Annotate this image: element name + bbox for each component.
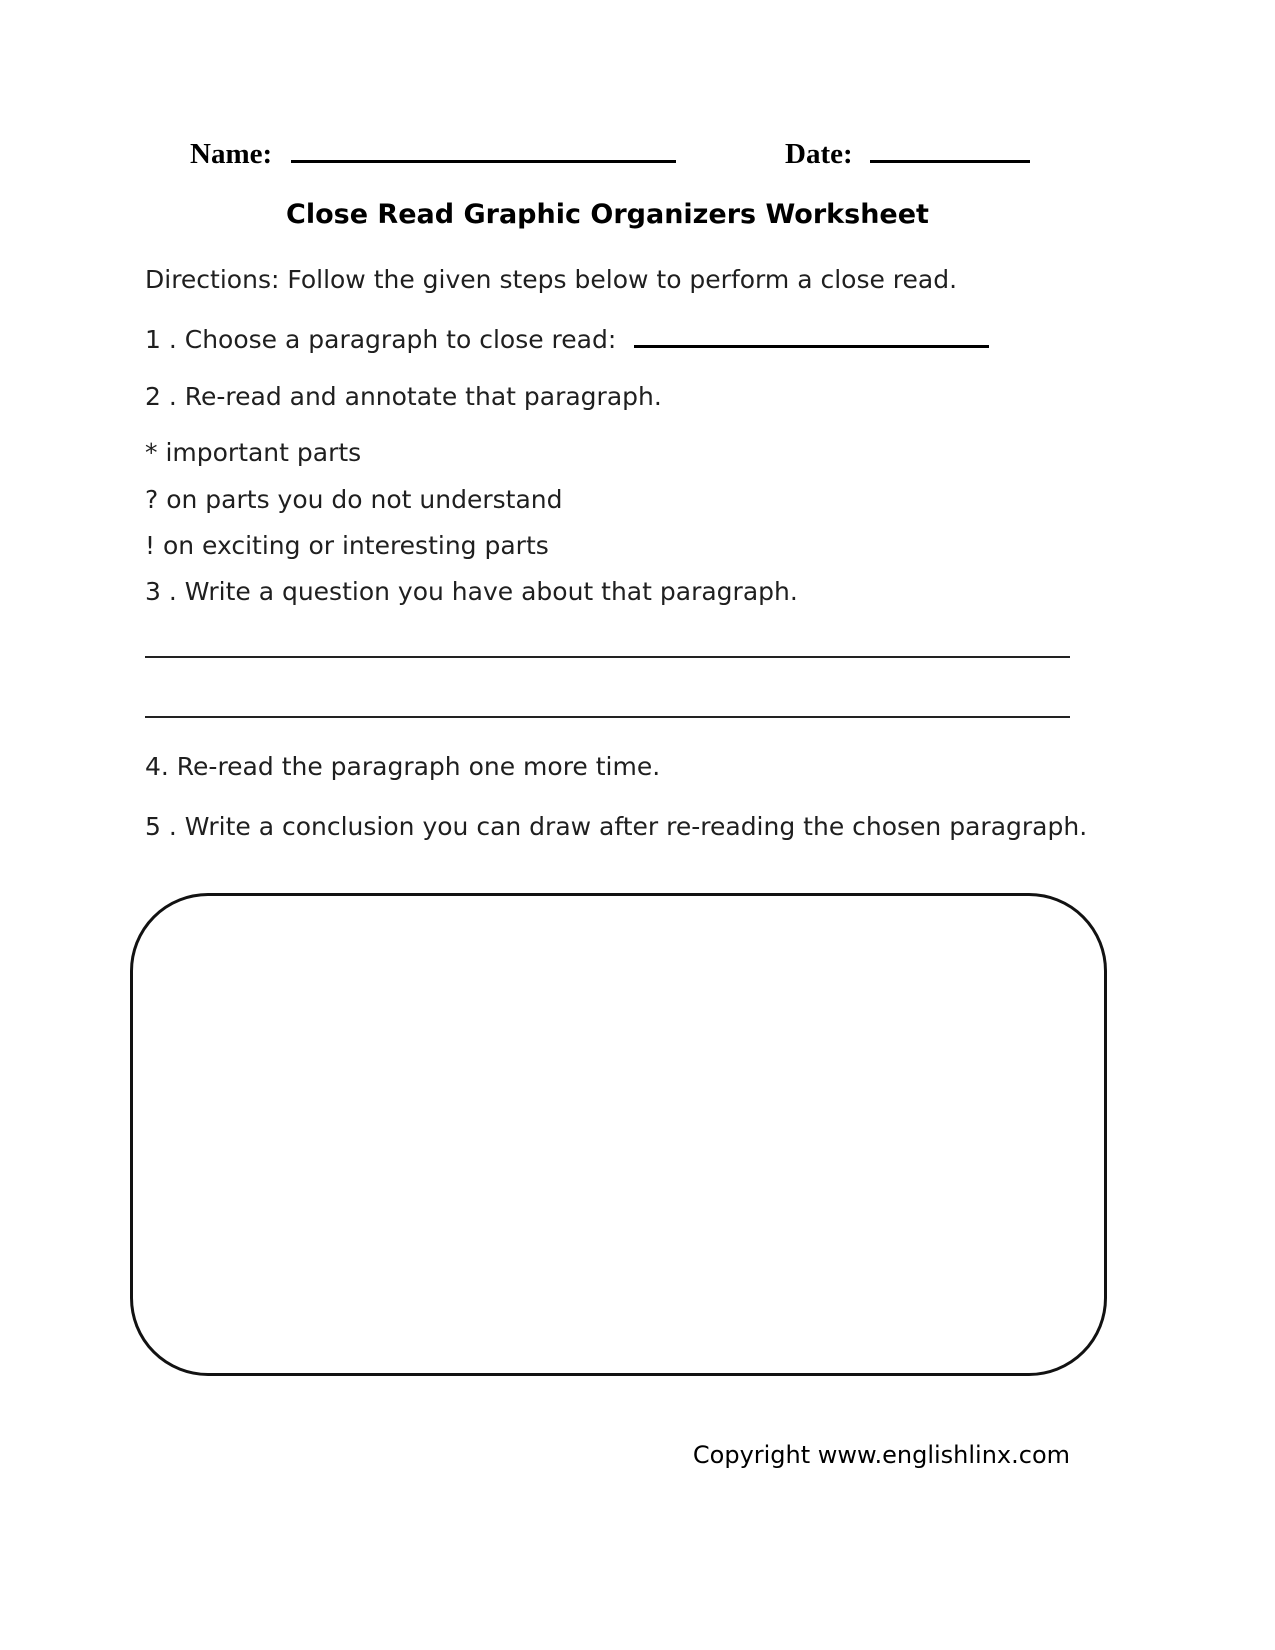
step-1-blank-line xyxy=(634,343,989,348)
date-label: Date: xyxy=(785,138,853,170)
annotation-exciting: ! on exciting or interesting parts xyxy=(145,531,549,560)
annotation-question: ? on parts you do not understand xyxy=(145,484,563,514)
name-label: Name: xyxy=(190,138,273,170)
step-3: 3 . Write a question you have about that paragraph. xyxy=(145,577,798,606)
response-box xyxy=(130,893,1107,1376)
date-group xyxy=(785,138,1030,171)
step-2: 2 . Re-read and annotate that paragraph. xyxy=(145,382,662,411)
annotation-key xyxy=(145,437,563,577)
name-blank-line xyxy=(291,158,676,163)
step-1 xyxy=(145,324,989,357)
copyright: Copyright www.englishlinx.com xyxy=(692,1441,1070,1469)
name-group xyxy=(190,138,676,171)
answer-line-2 xyxy=(145,716,1070,718)
step-1-text: 1 . Choose a paragraph to close read: xyxy=(145,325,617,354)
annotation-important: * important parts xyxy=(145,438,362,467)
date-blank-line xyxy=(870,158,1030,163)
step-4: 4. Re-read the paragraph one more time. xyxy=(145,752,661,781)
page-title: Close Read Graphic Organizers Worksheet xyxy=(286,199,929,230)
step-5: 5 . Write a conclusion you can draw after re-reading the chosen paragraph. xyxy=(145,812,1088,841)
directions-text: Directions: Follow the given steps below to perform a close read. xyxy=(145,265,958,294)
answer-line-1 xyxy=(145,656,1070,658)
